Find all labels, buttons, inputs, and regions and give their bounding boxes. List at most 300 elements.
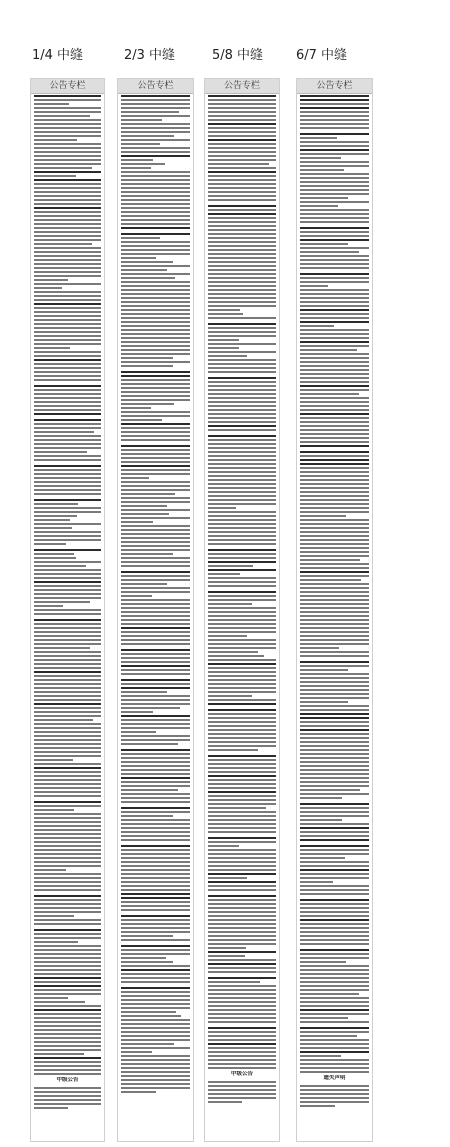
text-line (121, 313, 190, 315)
label-5-8: 5/8 中缝 (212, 48, 264, 63)
text-line (34, 271, 101, 273)
text-line (208, 143, 276, 145)
text-line (34, 1091, 101, 1093)
text-line (121, 253, 190, 255)
text-line (208, 1031, 276, 1033)
text-line (121, 399, 190, 401)
text-line (121, 987, 190, 989)
text-line (34, 1087, 101, 1089)
text-line (300, 761, 369, 763)
text-line (121, 869, 190, 871)
text-line (34, 439, 101, 441)
text-line (208, 831, 276, 833)
text-line (121, 493, 175, 495)
text-line (208, 1093, 276, 1095)
text-line (300, 99, 369, 101)
text-line (208, 187, 276, 189)
text-line (208, 289, 276, 291)
text-line (34, 135, 101, 137)
text-line (300, 1059, 369, 1061)
text-line (300, 815, 369, 817)
column-1-4 (30, 78, 105, 1142)
text-line (208, 963, 276, 965)
text-line (300, 1097, 369, 1099)
text-line (300, 961, 346, 963)
text-line (300, 243, 348, 245)
text-line (208, 421, 276, 423)
text-line (300, 173, 369, 175)
text-line (208, 977, 276, 979)
text-line (34, 647, 90, 649)
text-line (300, 313, 369, 315)
text-line (34, 609, 101, 611)
text-line (208, 849, 276, 851)
text-line (208, 1063, 276, 1065)
text-line (300, 849, 369, 851)
text-line (300, 903, 369, 905)
text-line (208, 779, 276, 781)
text-line (300, 681, 369, 683)
text-line (34, 981, 101, 983)
text-line (121, 265, 190, 267)
text-line (121, 923, 190, 925)
text-line (121, 537, 190, 539)
text-line (121, 505, 167, 507)
text-line (34, 873, 101, 875)
text-line (34, 655, 101, 657)
text-line (208, 273, 276, 275)
text-line (300, 259, 369, 261)
text-line (121, 233, 190, 235)
text-line (208, 1089, 276, 1091)
text-line (208, 213, 276, 215)
text-line (34, 431, 94, 433)
text-line (121, 223, 190, 225)
text-line (300, 321, 369, 323)
text-line (208, 815, 276, 817)
text-line (34, 903, 101, 905)
text-line (208, 837, 276, 839)
text-line (208, 503, 276, 505)
text-line (300, 993, 359, 995)
text-line (208, 167, 276, 169)
text-line (34, 659, 101, 661)
text-line (34, 973, 101, 975)
text-line (208, 297, 276, 299)
text-line (121, 845, 190, 847)
text-line (208, 783, 276, 785)
text-line (34, 977, 101, 979)
text-line (121, 1067, 190, 1069)
text-line (208, 695, 252, 697)
text-line (121, 345, 190, 347)
text-line (34, 389, 101, 391)
text-line (34, 507, 101, 509)
text-line (300, 527, 369, 529)
column-body (300, 95, 369, 1139)
text-line (121, 375, 190, 377)
text-line (208, 363, 276, 365)
text-line (208, 471, 276, 473)
text-line (300, 361, 369, 363)
text-line (208, 931, 276, 933)
text-line (34, 115, 90, 117)
text-line (208, 591, 276, 593)
text-line (121, 301, 190, 303)
text-line (208, 293, 276, 295)
text-line (34, 889, 101, 891)
text-line (34, 549, 101, 551)
text-line (121, 241, 190, 243)
column-header: 公告专栏 (118, 79, 193, 94)
text-line (208, 911, 276, 913)
text-line (121, 349, 190, 351)
text-line (34, 957, 101, 959)
text-line (34, 175, 76, 177)
text-line (300, 603, 369, 605)
text-line (208, 643, 276, 645)
text-line (208, 869, 276, 871)
text-line (208, 763, 276, 765)
text-line (121, 731, 156, 733)
text-line (300, 145, 369, 147)
text-line (300, 803, 369, 805)
text-line (300, 1063, 369, 1065)
text-line (208, 951, 276, 953)
text-line (121, 281, 190, 283)
text-line (208, 755, 276, 757)
text-line (300, 899, 369, 901)
text-line (121, 465, 190, 467)
text-line (34, 219, 101, 221)
text-line (34, 251, 101, 253)
text-line (34, 211, 101, 213)
text-line (300, 471, 369, 473)
text-line (208, 1097, 276, 1099)
label-2-3: 2/3 中缝 (124, 48, 176, 63)
text-line (34, 259, 101, 261)
text-line (208, 515, 276, 517)
text-line (208, 467, 276, 469)
text-line (300, 103, 369, 105)
text-line (121, 387, 190, 389)
column-body (34, 95, 101, 1139)
text-line (121, 711, 153, 713)
text-line (208, 749, 258, 751)
text-line (300, 717, 369, 719)
text-line (121, 861, 190, 863)
text-line (208, 367, 276, 369)
text-line (34, 841, 101, 843)
text-line (208, 771, 276, 773)
text-line (34, 435, 101, 437)
text-line (121, 877, 190, 879)
text-line (208, 1055, 276, 1057)
text-line (34, 469, 101, 471)
text-line (208, 915, 276, 917)
text-line (34, 565, 86, 567)
text-line (300, 607, 369, 609)
text-line (121, 261, 173, 263)
text-line (34, 419, 101, 421)
text-line (300, 221, 369, 223)
text-line (208, 985, 276, 987)
text-line (208, 195, 276, 197)
text-line (300, 441, 369, 443)
text-line (121, 525, 190, 527)
text-line (121, 1083, 190, 1085)
text-line (34, 985, 101, 987)
text-line (208, 927, 276, 929)
text-line (300, 425, 369, 427)
text-line (300, 235, 369, 237)
text-line (300, 981, 369, 983)
text-line (300, 153, 369, 155)
text-line (300, 741, 369, 743)
text-line (121, 207, 190, 209)
text-line (34, 1045, 101, 1047)
text-line (208, 413, 276, 415)
text-line (208, 683, 276, 685)
text-line (121, 761, 190, 763)
text-line (121, 773, 190, 775)
text-line (300, 893, 369, 895)
text-line (300, 393, 359, 395)
text-line (34, 911, 101, 913)
text-line (121, 111, 179, 113)
text-line (34, 577, 101, 579)
text-line (300, 483, 369, 485)
text-line (300, 433, 369, 435)
text-line (300, 467, 369, 469)
text-line (34, 1041, 101, 1043)
text-line (34, 601, 90, 603)
text-line (208, 179, 276, 181)
text-line (34, 643, 101, 645)
text-line (300, 231, 369, 233)
text-line (121, 395, 190, 397)
text-line (121, 857, 190, 859)
text-line (121, 679, 190, 681)
text-line (300, 111, 369, 113)
label-6-7: 6/7 中缝 (296, 48, 348, 63)
text-line (208, 507, 236, 509)
text-line (34, 371, 101, 373)
text-line (34, 707, 101, 709)
text-line (208, 447, 276, 449)
text-line (208, 527, 276, 529)
column-footer-title: 遗失声明 (323, 1075, 346, 1081)
text-line (121, 509, 190, 511)
text-line (208, 733, 276, 735)
text-line (121, 1087, 190, 1089)
text-line (121, 649, 190, 651)
text-line (34, 443, 101, 445)
text-line (300, 551, 369, 553)
text-line (208, 725, 276, 727)
text-line (300, 197, 348, 199)
text-line (300, 673, 369, 675)
text-line (208, 955, 245, 957)
text-line (34, 727, 101, 729)
text-line (121, 473, 190, 475)
text-line (300, 1051, 369, 1053)
text-line (34, 557, 76, 559)
text-line (208, 301, 276, 303)
text-line (121, 673, 190, 675)
text-line (300, 661, 369, 663)
text-line (34, 1073, 101, 1075)
text-line (34, 857, 101, 859)
text-line (34, 767, 101, 769)
text-line (208, 459, 276, 461)
text-line (34, 743, 101, 745)
text-line (121, 849, 190, 851)
text-line (34, 295, 101, 297)
text-line (121, 881, 190, 883)
text-line (121, 1019, 190, 1021)
text-line (34, 275, 101, 277)
text-line (34, 1103, 101, 1105)
text-line (208, 429, 276, 431)
text-line (121, 257, 156, 259)
text-line (34, 933, 101, 935)
text-line (208, 221, 276, 223)
text-line (121, 553, 173, 555)
text-line (208, 523, 276, 525)
text-line (121, 827, 190, 829)
text-line (208, 511, 276, 513)
text-line (121, 915, 190, 917)
text-line (121, 793, 190, 795)
text-line (34, 801, 101, 803)
text-line (208, 1001, 276, 1003)
text-line (208, 691, 276, 693)
text-line (300, 1021, 369, 1023)
text-line (34, 573, 101, 575)
text-line (34, 779, 101, 781)
text-line (208, 199, 276, 201)
text-line (300, 381, 369, 383)
text-line (300, 1089, 369, 1091)
text-line (34, 829, 101, 831)
text-line (300, 141, 369, 143)
text-line (34, 1107, 68, 1109)
text-line (121, 905, 190, 907)
text-line (208, 557, 276, 559)
text-line (121, 501, 190, 503)
text-line (300, 409, 369, 411)
text-line (34, 711, 101, 713)
text-line (34, 473, 101, 475)
text-line (300, 507, 369, 509)
text-line (208, 577, 276, 579)
text-line (208, 269, 276, 271)
text-line (208, 381, 276, 383)
text-line (121, 277, 175, 279)
text-line (300, 119, 369, 121)
text-line (121, 1015, 181, 1017)
text-line (34, 315, 101, 317)
text-line (300, 977, 369, 979)
text-line (208, 487, 276, 489)
text-line (34, 817, 101, 819)
text-line (121, 285, 190, 287)
text-line (121, 195, 190, 197)
text-line (208, 155, 276, 157)
text-line (300, 997, 369, 999)
text-line (34, 915, 74, 917)
text-line (34, 627, 101, 629)
text-line (300, 523, 369, 525)
text-line (300, 285, 328, 287)
text-line (208, 1067, 276, 1069)
text-line (121, 403, 174, 405)
text-line (300, 665, 369, 667)
text-line (208, 305, 276, 307)
text-line (121, 215, 190, 217)
text-line (34, 499, 101, 501)
text-line (300, 749, 369, 751)
text-line (208, 803, 276, 805)
text-line (121, 591, 190, 593)
text-line (121, 289, 190, 291)
text-line (208, 327, 276, 329)
text-line (208, 1035, 276, 1037)
text-line (208, 907, 276, 909)
column-5-8 (204, 78, 280, 1142)
text-line (208, 745, 276, 747)
text-line (300, 123, 369, 125)
text-line (121, 1051, 152, 1053)
text-line (300, 475, 369, 477)
text-line (208, 309, 240, 311)
text-line (121, 407, 151, 409)
text-line (34, 989, 101, 991)
text-line (34, 155, 101, 157)
text-line (300, 669, 348, 671)
column-2-3 (117, 78, 194, 1142)
text-line (34, 489, 101, 491)
text-line (121, 797, 190, 799)
text-line (300, 289, 369, 291)
text-line (208, 371, 276, 373)
text-line (121, 159, 153, 161)
text-line (208, 709, 276, 711)
text-line (300, 957, 369, 959)
text-line (300, 939, 369, 941)
text-line (208, 499, 276, 501)
text-line (300, 293, 369, 295)
text-line (300, 591, 369, 593)
text-line (300, 357, 369, 359)
text-line (34, 335, 101, 337)
text-line (121, 811, 190, 813)
text-line (300, 1105, 335, 1107)
text-line (121, 297, 190, 299)
text-line (208, 993, 276, 995)
text-line (34, 605, 63, 607)
text-line (121, 695, 190, 697)
text-line (208, 151, 276, 153)
text-line (300, 511, 369, 513)
text-line (208, 389, 276, 391)
text-line (34, 805, 101, 807)
text-line (300, 881, 333, 883)
text-line (208, 651, 258, 653)
text-line (34, 343, 101, 345)
text-line (34, 187, 101, 189)
